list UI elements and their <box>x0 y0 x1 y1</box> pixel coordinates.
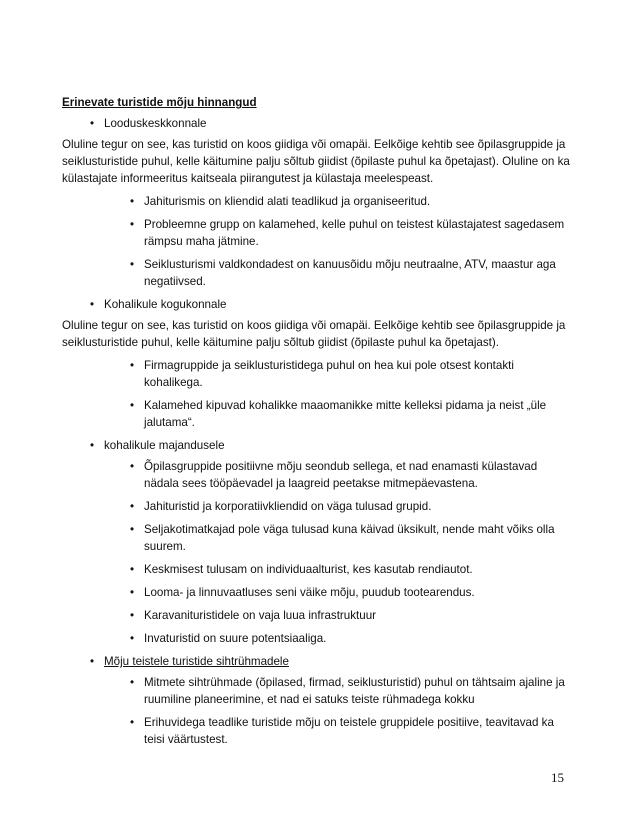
section-bullet-kogukonnale: • Kohalikule kogukonnale <box>90 296 572 313</box>
list-item: • Õpilasgruppide positiivne mõju seondub sellega, et nad enamasti külastavad nädala sees tööpäevadel ja laagreid peetakse mitmepäevastena. <box>130 458 572 492</box>
section-heading: Erinevate turistide mõju hinnangud <box>62 96 257 109</box>
list-item: • Seljakotimatkajad pole väga tulusad kuna käivad üksikult, nende maht võiks olla suurem. <box>130 521 572 555</box>
list-item: • Kalamehed kipuvad kohalikke maaomanikke mitte kelleksi pidama ja neist „üle jalutama“. <box>130 397 572 431</box>
section-bullet-majandusele: • kohalikule majandusele <box>90 437 572 454</box>
list-item: • Jahituristid ja korporatiivkliendid on väga tulusad grupid. <box>130 498 572 515</box>
list-item: • Invaturistid on suure potentsiaaliga. <box>130 630 572 647</box>
list-item: • Jahiturismis on kliendid alati teadlikud ja organiseeritud. <box>130 193 572 210</box>
list-item: • Probleemne grupp on kalamehed, kelle puhul on teistest külastajatest sagedasem rämpsu maha jätmine. <box>130 216 572 250</box>
page-number: 15 <box>551 770 564 785</box>
list-item: • Seiklusturismi valdkondadest on kanuusõidu mõju neutraalne, ATV, maastur aga negatiivsed. <box>130 256 572 290</box>
list-item: • Looma- ja linnuvaatluses seni väike mõju, puudub tootearendus. <box>130 584 572 601</box>
section-bullet-looduskeskkonnale: • Looduskeskkonnale <box>90 115 572 132</box>
section-bullet-sihtruhmadele: • Mõju teistele turistide sihtrühmadele <box>90 653 572 670</box>
list-item: • Erihuvidega teadlike turistide mõju on teistele gruppidele positiive, teavitavad ka teisi väärtustest. <box>130 714 572 748</box>
section-paragraph: Oluline tegur on see, kas turistid on koos giidiga või omapäi. Eelkõige kehtib see õpilasgruppide ja seiklusturistide puhul, kelle käitumine palju sõltub giidist (õpilaste puhul ka õpetajast). <box>62 319 566 349</box>
section-paragraph: Oluline tegur on see, kas turistid on koos giidiga või omapäi. Eelkõige kehtib see õpilasgruppide ja seiklusturistide puhul, kelle käitumine palju sõltub giidist (õpilaste puhul ka õpetajast). Oluline on ka külastajate informeeritus kaitseala piirangutest ja külastaja meelespeast. <box>62 138 570 185</box>
list-item: • Keskmisest tulusam on individuaalturist, kes kasutab rendiautot. <box>130 561 572 578</box>
list-item: • Karavanituristidele on vaja luua infrastruktuur <box>130 607 572 624</box>
list-item: • Firmagruppide ja seiklusturistidega puhul on hea kui pole otsest kontakti kohalikega. <box>130 357 572 391</box>
document-page <box>62 94 572 754</box>
list-item: • Mitmete sihtrühmade (õpilased, firmad, seiklusturistid) puhul on tähtsaim ajaline ja ruumiline planeerimine, et nad ei satuks teiste rühmadega kokku <box>130 674 572 708</box>
